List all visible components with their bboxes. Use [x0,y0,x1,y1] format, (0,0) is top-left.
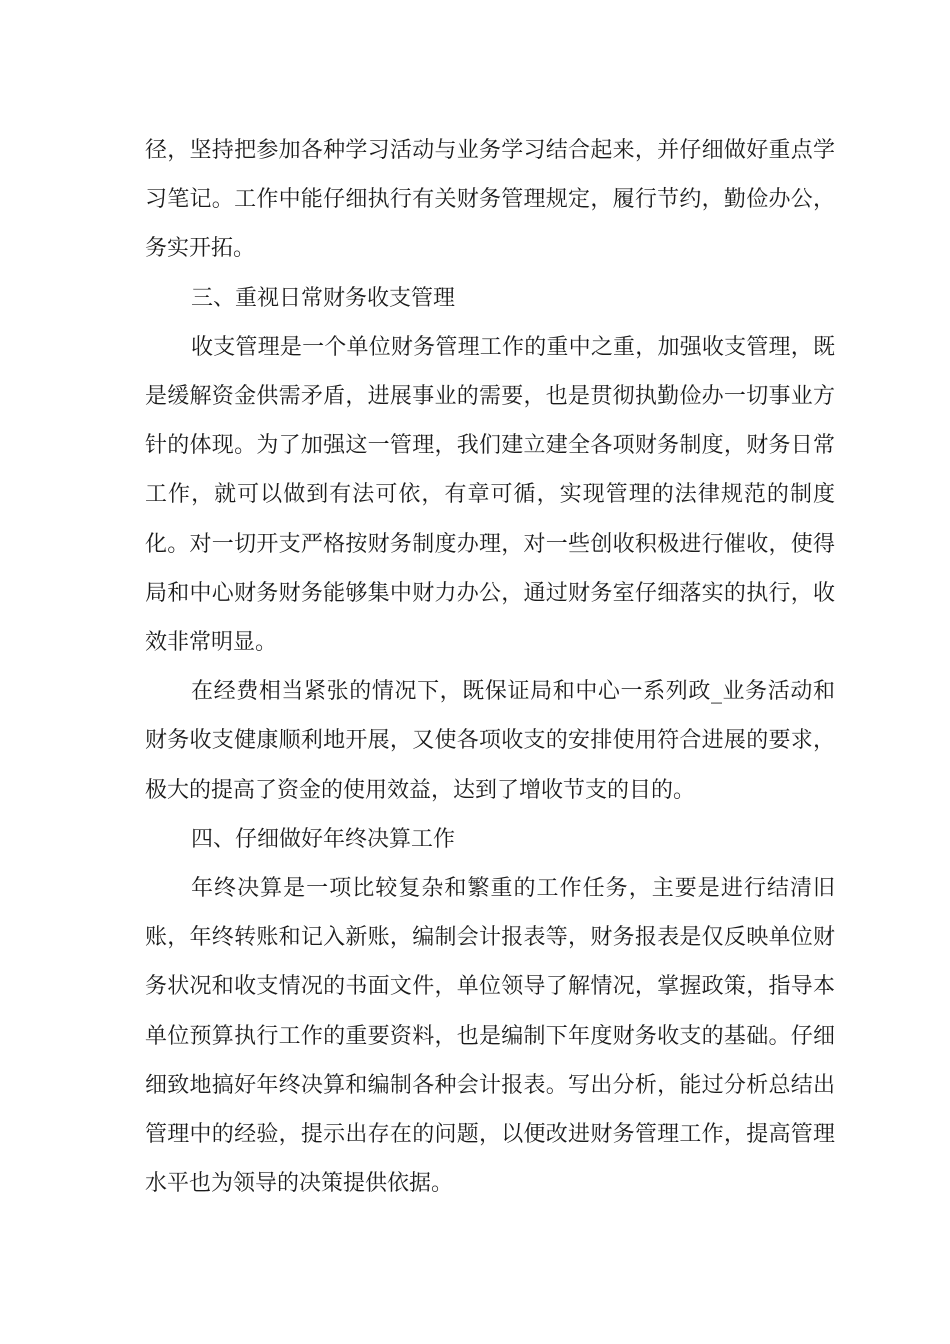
paragraph-income-expense-management: 收支管理是一个单位财务管理工作的重中之重，加强收支管理，既是缓解资金供需矛盾，进展事业的需要，也是贯彻执勤俭办一切事业方针的体现。为了加强这一管理，我们建立建全各项财务制度，财务日常工作，就可以做到有法可依，有章可循，实现管理的法律规范的制度化。对一切开支严格按财务制度办理，对一些创收积极进行催收，使得局和中心财务财务能够集中财力办公，通过财务室仔细落实的执行，收效非常明显。 [145,334,835,656]
document-page [145,126,835,1208]
section-heading-4: 四、仔细做好年终决算工作 [191,826,456,852]
paragraph-continuation: 径，坚持把参加各种学习活动与业务学习结合起来，并仔细做好重点学习笔记。工作中能仔细执行有关财务管理规定，履行节约，勤俭办公，务实开拓。 [145,138,835,262]
section-heading-3: 三、重视日常财务收支管理 [191,285,456,311]
paragraph-year-end-closing: 年终决算是一项比较复杂和繁重的工作任务，主要是进行结清旧账，年终转账和记入新账，编制会计报表等，财务报表是仅反映单位财务状况和收支情况的书面文件，单位领导了解情况，掌握政策，指导本单位预算执行工作的重要资料，也是编制下年度财务收支的基础。仔细细致地搞好年终决算和编制各种会计报表。写出分析，能过分析总结出管理中的经验，提示出存在的问题，以便改进财务管理工作，提高管理水平也为领导的决策提供依据。 [145,876,835,1197]
paragraph-funding-situation: 在经费相当紧张的情况下，既保证局和中心一系列政_业务活动和财务收支健康顺利地开展，又使各项收支的安排使用符合进展的要求，极大的提高了资金的使用效益，达到了增收节支的目的。 [145,679,835,803]
